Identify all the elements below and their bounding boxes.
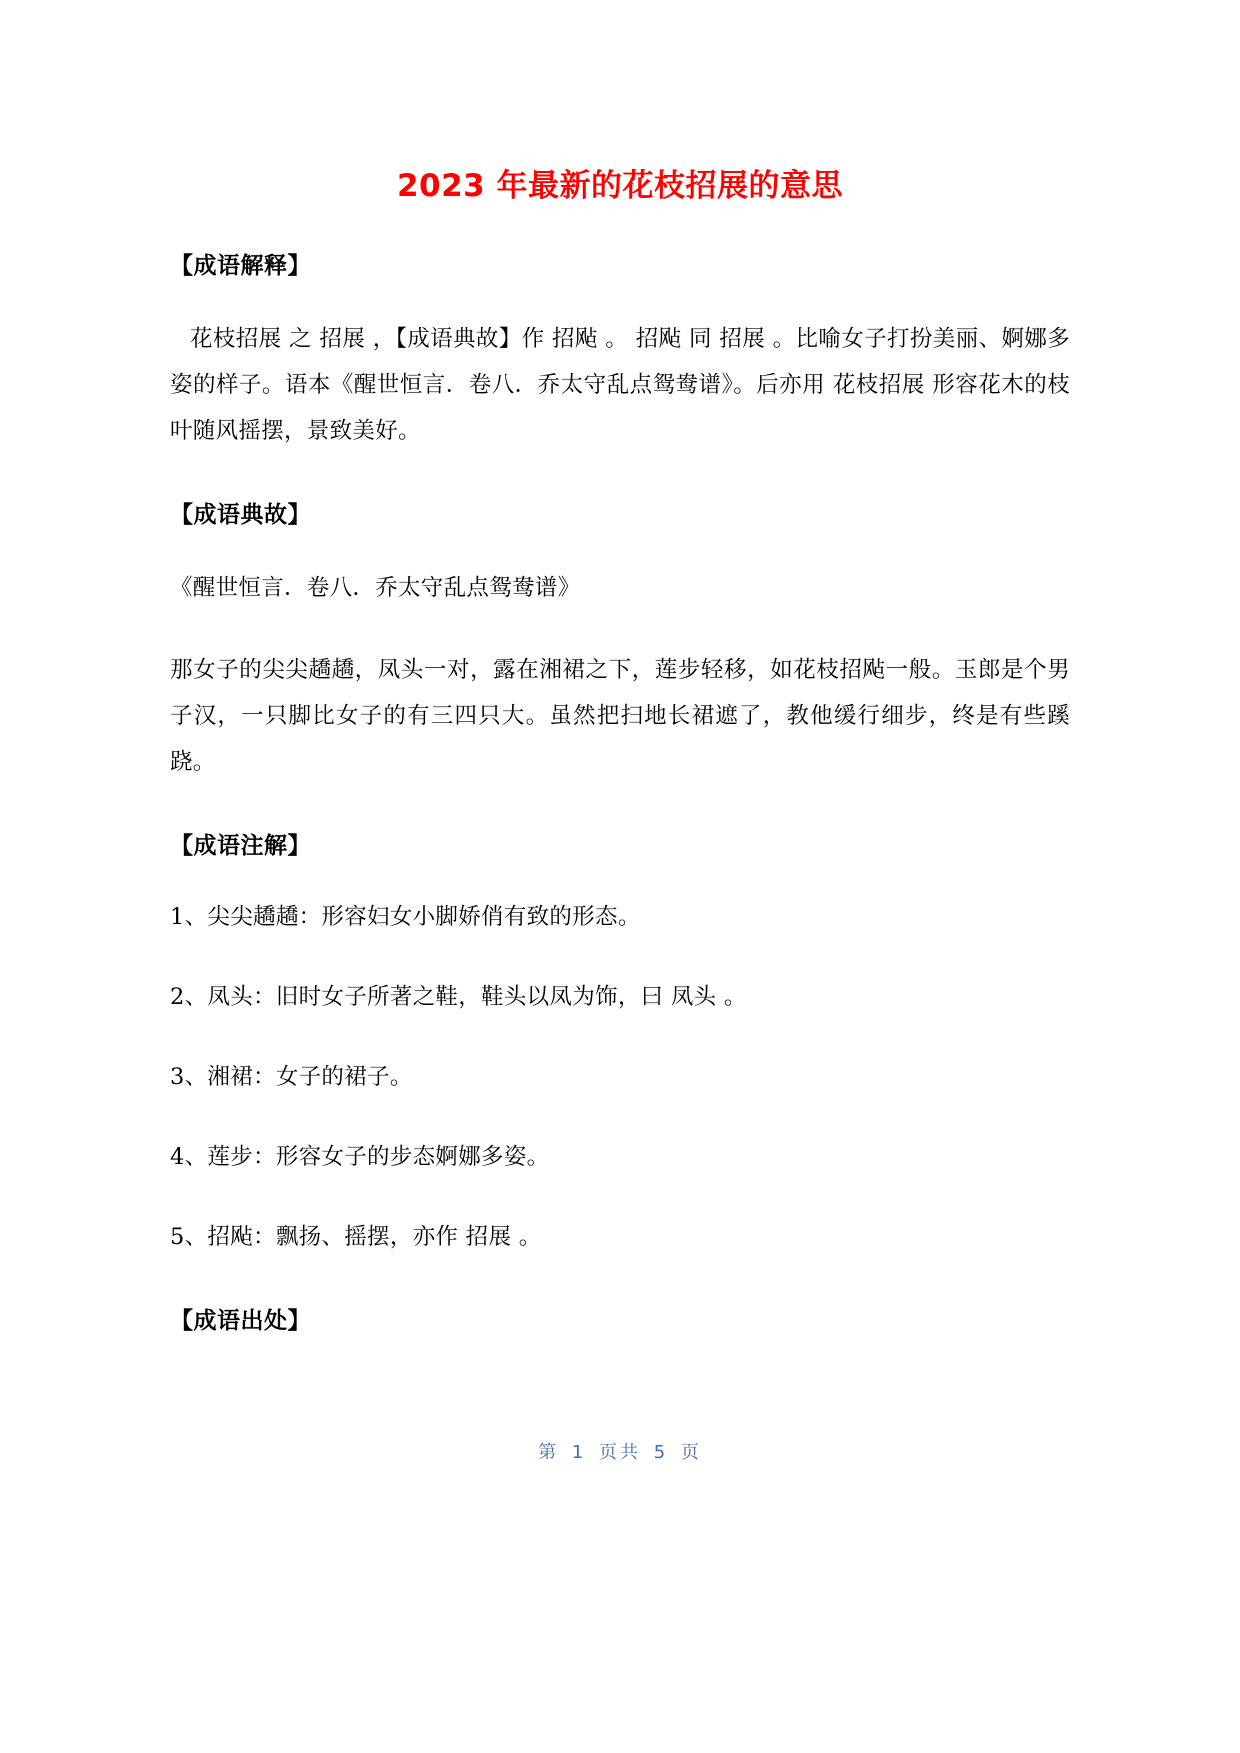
footer-suffix: 页 [680, 1442, 702, 1463]
section-heading-annotation: 【成语注解】 [170, 832, 311, 859]
page-footer [0, 1438, 1240, 1464]
section-heading-origin: 【成语出处】 [170, 1307, 311, 1334]
document-body [170, 0, 1070, 1335]
annotation-item-5: 5、招飐：飘扬、摇摆，亦作 招展 。 [170, 1224, 542, 1250]
annotation-item-2: 2、凤头：旧时女子所著之鞋，鞋头以凤为饰，曰 凤头 。 [170, 984, 747, 1010]
footer-prefix: 第 [538, 1442, 560, 1463]
section-heading-allusion: 【成语典故】 [170, 501, 311, 528]
footer-middle: 页共 [599, 1442, 641, 1463]
footer-total-pages: 5 [653, 1442, 669, 1463]
paragraph-explanation: 花枝招展 之 招展 ，【成语典故】作 招飐 。 招飐 同 招展 。比喻女子打扮美丽、婀娜多姿的样子。语本《醒世恒言．卷八．乔太守乱点鸳鸯谱》。后亦用 花枝招展 形容花木的枝叶随风摇摆，景致美好。 [170, 326, 1070, 444]
section-heading-explanation: 【成语解释】 [170, 252, 311, 279]
annotation-item-3: 3、湘裙：女子的裙子。 [170, 1064, 413, 1090]
paragraph-allusion-text: 那女子的尖尖趫趫，凤头一对，露在湘裙之下，莲步轻移，如花枝招飐一般。玉郎是个男子汉，一只脚比女子的有三四只大。虽然把扫地长裙遮了，教他缓行细步，终是有些蹊跷。 [170, 657, 1070, 775]
annotation-item-1: 1、尖尖趫趫：形容妇女小脚娇俏有致的形态。 [170, 904, 641, 930]
footer-page-number: 1 [571, 1442, 587, 1463]
paragraph-source-book: 《醒世恒言．卷八．乔太守乱点鸳鸯谱》 [170, 575, 581, 601]
annotation-item-4: 4、莲步：形容女子的步态婀娜多姿。 [170, 1144, 550, 1170]
page-title: 2023 年最新的花枝招展的意思 [396, 168, 844, 204]
